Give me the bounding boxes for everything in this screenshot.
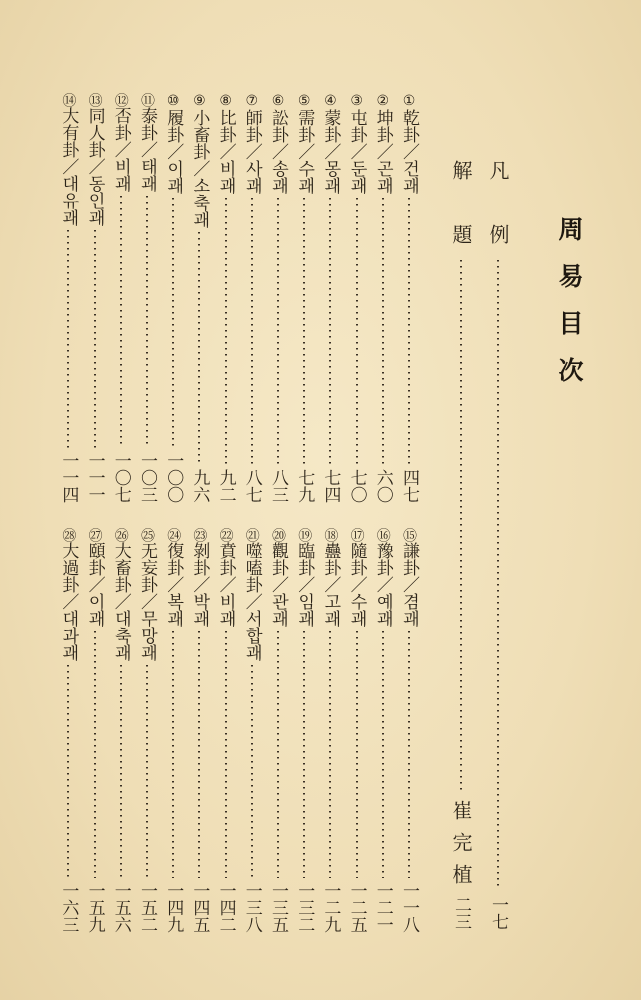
leader-dots [460, 260, 462, 794]
toc-entry-label [293, 528, 315, 627]
toc-entry-number: ㉒ [217, 528, 234, 542]
toc-entry-page: 六〇 [372, 469, 393, 503]
toc-entry-label [319, 528, 341, 627]
toc-entry[interactable] [398, 528, 420, 933]
toc-entry-page: 一三二 [294, 882, 315, 933]
toc-entry-page: 九二 [215, 469, 236, 503]
toc-entry-number: ㉖ [112, 528, 129, 542]
toc-entry-label [346, 528, 368, 627]
toc-entry-title: 頤卦／이괘 [84, 542, 105, 627]
toc-entry-page: 一五六 [110, 882, 131, 933]
toc-entry-title: 大過卦／대과괘 [58, 542, 79, 661]
toc-entry-number: ① [401, 93, 417, 109]
toc-entry-label [84, 528, 106, 627]
toc-entry-number: ⑦ [243, 93, 260, 109]
leader-dots [67, 665, 69, 878]
toc-entry-number: ⑩ [165, 93, 182, 109]
toc-entry-title: 訟卦／송괘 [268, 109, 288, 194]
toc-entry-label [372, 93, 394, 194]
toc-entry-number: ⑥ [270, 93, 286, 109]
toc-entry-label [293, 93, 315, 194]
toc-entry-title: 否卦／비괘 [110, 107, 131, 192]
toc-entry-title: 剝卦／박괘 [189, 542, 210, 627]
toc-entry-page: 一五九 [84, 882, 105, 933]
toc-entry-page: 九六 [189, 469, 210, 503]
toc-entry-author: 崔完植 [449, 800, 473, 896]
toc-entry-label [162, 93, 184, 194]
leader-dots [382, 631, 384, 878]
toc-entry-number: ⑮ [401, 528, 417, 542]
toc-entry[interactable] [267, 528, 289, 933]
toc-entry-number: ② [374, 93, 391, 109]
toc-entry-label [84, 93, 106, 226]
leader-dots [225, 198, 227, 465]
toc-entry-page: 一四五 [189, 882, 210, 933]
toc-entry-label [398, 528, 420, 627]
toc-entry-label [346, 93, 368, 194]
toc-entry[interactable] [319, 528, 341, 933]
toc-entry[interactable] [241, 93, 263, 503]
toc-entry[interactable] [372, 93, 394, 503]
toc-entry-title: 比卦／비괘 [215, 109, 236, 194]
leader-dots [408, 198, 410, 465]
toc-entry-page: 八三 [268, 469, 288, 503]
toc-entry-page: 一〇七 [110, 452, 131, 503]
toc-entry-label [241, 93, 263, 194]
toc-entry-title: 賁卦／비괘 [215, 542, 236, 627]
toc-entry[interactable] [241, 528, 263, 933]
toc-entry-page: 一七 [488, 896, 508, 930]
toc-entry-title: 需卦／수괘 [294, 109, 315, 194]
toc-entry-label [267, 93, 289, 194]
toc-entry-label [188, 93, 210, 228]
toc-entry-label [398, 93, 420, 194]
toc-entry-number: ⑬ [86, 93, 103, 107]
toc-entry-page: 七〇 [346, 469, 367, 503]
toc-entry-introduction[interactable] [449, 160, 473, 930]
toc-entry-page: 二三 [451, 896, 471, 930]
toc-entry-label [136, 93, 158, 192]
toc-entry-title: 履卦／이괘 [163, 109, 184, 194]
leader-dots [198, 232, 200, 465]
toc-entry-title: 復卦／복괘 [163, 542, 184, 627]
toc-entry[interactable] [319, 93, 341, 503]
toc-entry[interactable] [162, 528, 184, 933]
leader-dots [94, 230, 96, 448]
toc-entry-page: 一五二 [137, 882, 157, 933]
toc-entry-page: 一三五 [268, 882, 288, 933]
toc-entry-page: 一四二 [215, 882, 236, 933]
toc-entry-title: 豫卦／예괘 [372, 542, 393, 627]
toc-entry-label: 凡 例 [486, 160, 510, 254]
leader-dots [146, 665, 148, 878]
toc-entry-page: 一六三 [58, 882, 79, 933]
toc-entry[interactable] [110, 93, 132, 503]
leader-dots [303, 631, 305, 878]
toc-entry-label [136, 528, 158, 661]
toc-entry-number: ⑧ [217, 93, 234, 109]
toc-entry-label [241, 528, 263, 661]
toc-entry[interactable] [267, 93, 289, 503]
toc-entry-page: 一二九 [320, 882, 341, 933]
toc-entry[interactable] [215, 528, 237, 933]
toc-entry-number: ㉓ [191, 528, 208, 542]
leader-dots [67, 230, 69, 448]
leader-dots [120, 665, 122, 878]
toc-entry[interactable] [84, 93, 106, 503]
toc-entry-title: 泰卦／태괘 [137, 107, 157, 192]
toc-entry-number: ⑭ [60, 93, 77, 107]
leader-dots [277, 631, 279, 878]
toc-entry-title: 屯卦／둔괘 [346, 109, 367, 194]
toc-entry-label [188, 528, 210, 627]
toc-entry-label: 解 題 [449, 160, 473, 254]
toc-entry[interactable] [293, 93, 315, 503]
toc-entry-page: 一〇〇 [163, 452, 184, 503]
toc-entry-label [215, 528, 237, 627]
toc-entry[interactable] [188, 93, 210, 503]
toc-entry[interactable] [293, 528, 315, 933]
toc-entry-number: ㉑ [243, 528, 260, 542]
toc-entry-page: 八七 [241, 469, 262, 503]
leader-dots [303, 198, 305, 465]
toc-entry[interactable] [57, 93, 79, 503]
leader-dots [172, 198, 174, 448]
toc-entry-title: 師卦／사괘 [241, 109, 262, 194]
leader-dots [497, 260, 499, 890]
leader-dots [94, 631, 96, 878]
toc-entry[interactable] [162, 93, 184, 503]
toc-entry-title: 謙卦／겸괘 [399, 542, 419, 627]
toc-entry-page: 一〇三 [137, 452, 157, 503]
leader-dots [225, 631, 227, 878]
toc-entry-title: 大有卦／대유괘 [58, 107, 79, 226]
toc-entry-preface[interactable] [486, 160, 510, 930]
toc-entry-page: 七四 [320, 469, 341, 503]
toc-entry-number: ㉗ [86, 528, 103, 542]
leader-dots [382, 198, 384, 465]
toc-entry-number: ㉔ [165, 528, 182, 542]
page-title: 周易目次 [555, 216, 584, 404]
toc-entry-title: 觀卦／관괘 [268, 542, 288, 627]
toc-entry-number: ⑰ [348, 528, 365, 542]
toc-entry-label [57, 528, 79, 661]
toc-entry-number: ⑲ [296, 528, 313, 542]
toc-entry-number: ⑪ [139, 93, 155, 107]
toc-entry-number: ③ [348, 93, 365, 109]
leader-dots [329, 198, 331, 465]
leader-dots [120, 196, 122, 448]
toc-entry-label [267, 528, 289, 627]
toc-entry-title: 无妄卦／무망괘 [137, 542, 157, 661]
toc-entry[interactable] [57, 528, 79, 933]
toc-entry-number: ⑯ [374, 528, 391, 542]
toc-entry-label [162, 528, 184, 627]
toc-entry[interactable] [372, 528, 394, 933]
toc-entry-page: 一一八 [399, 882, 419, 933]
toc-entry-page: 四七 [399, 469, 419, 503]
toc-entry-label [319, 93, 341, 194]
toc-entry-title: 小畜卦／소축괘 [189, 109, 210, 228]
toc-entry-title: 蠱卦／고괘 [320, 542, 341, 627]
toc-entry[interactable] [136, 93, 158, 503]
leader-dots [356, 198, 358, 465]
leader-dots [198, 631, 200, 878]
leader-dots [329, 631, 331, 878]
toc-entry-title: 隨卦／수괘 [346, 542, 367, 627]
toc-entry[interactable] [346, 528, 368, 933]
toc-entry[interactable] [398, 93, 420, 503]
toc-entry[interactable] [136, 528, 158, 933]
toc-entry-number: ㉘ [60, 528, 77, 542]
toc-entry-title: 坤卦／곤괘 [372, 109, 393, 194]
toc-entry-page: 一二五 [346, 882, 367, 933]
toc-entry-title: 噬嗑卦／서합괘 [241, 542, 262, 661]
toc-entry-label [110, 93, 132, 192]
toc-entry-page: 一一一 [84, 452, 105, 503]
toc-entry-page: 一二一 [372, 882, 393, 933]
leader-dots [408, 631, 410, 878]
toc-entry-number: ⑱ [322, 528, 339, 542]
toc-entry[interactable] [215, 93, 237, 503]
toc-entry-number: ㉕ [139, 528, 155, 542]
leader-dots [356, 631, 358, 878]
leader-dots [172, 631, 174, 878]
toc-entry-number: ⑨ [191, 93, 208, 109]
toc-entry-number: ④ [322, 93, 339, 109]
toc-entry-label [57, 93, 79, 226]
toc-entry[interactable] [84, 528, 106, 933]
leader-dots [277, 198, 279, 465]
toc-entry-page: 一四九 [163, 882, 184, 933]
toc-entry[interactable] [346, 93, 368, 503]
toc-entry-page: 一一四 [58, 452, 79, 503]
toc-entry-title: 臨卦／임괘 [294, 542, 315, 627]
toc-entry[interactable] [110, 528, 132, 933]
leader-dots [251, 665, 253, 878]
toc-entry-page: 七九 [294, 469, 315, 503]
toc-entry-title: 乾卦／건괘 [399, 109, 419, 194]
toc-entry-number: ⑳ [270, 528, 286, 542]
toc-entry-label [215, 93, 237, 194]
leader-dots [251, 198, 253, 465]
toc-entry-title: 蒙卦／몽괘 [320, 109, 341, 194]
toc-entry-number: ⑫ [112, 93, 129, 107]
leader-dots [146, 196, 148, 448]
toc-entry-title: 大畜卦／대축괘 [110, 542, 131, 661]
toc-entry-label [372, 528, 394, 627]
toc-entry-page: 一三八 [241, 882, 262, 933]
toc-entry-label [110, 528, 132, 661]
toc-entry-title: 同人卦／동인괘 [84, 107, 105, 226]
toc-entry[interactable] [188, 528, 210, 933]
toc-entry-number: ⑤ [296, 93, 313, 109]
